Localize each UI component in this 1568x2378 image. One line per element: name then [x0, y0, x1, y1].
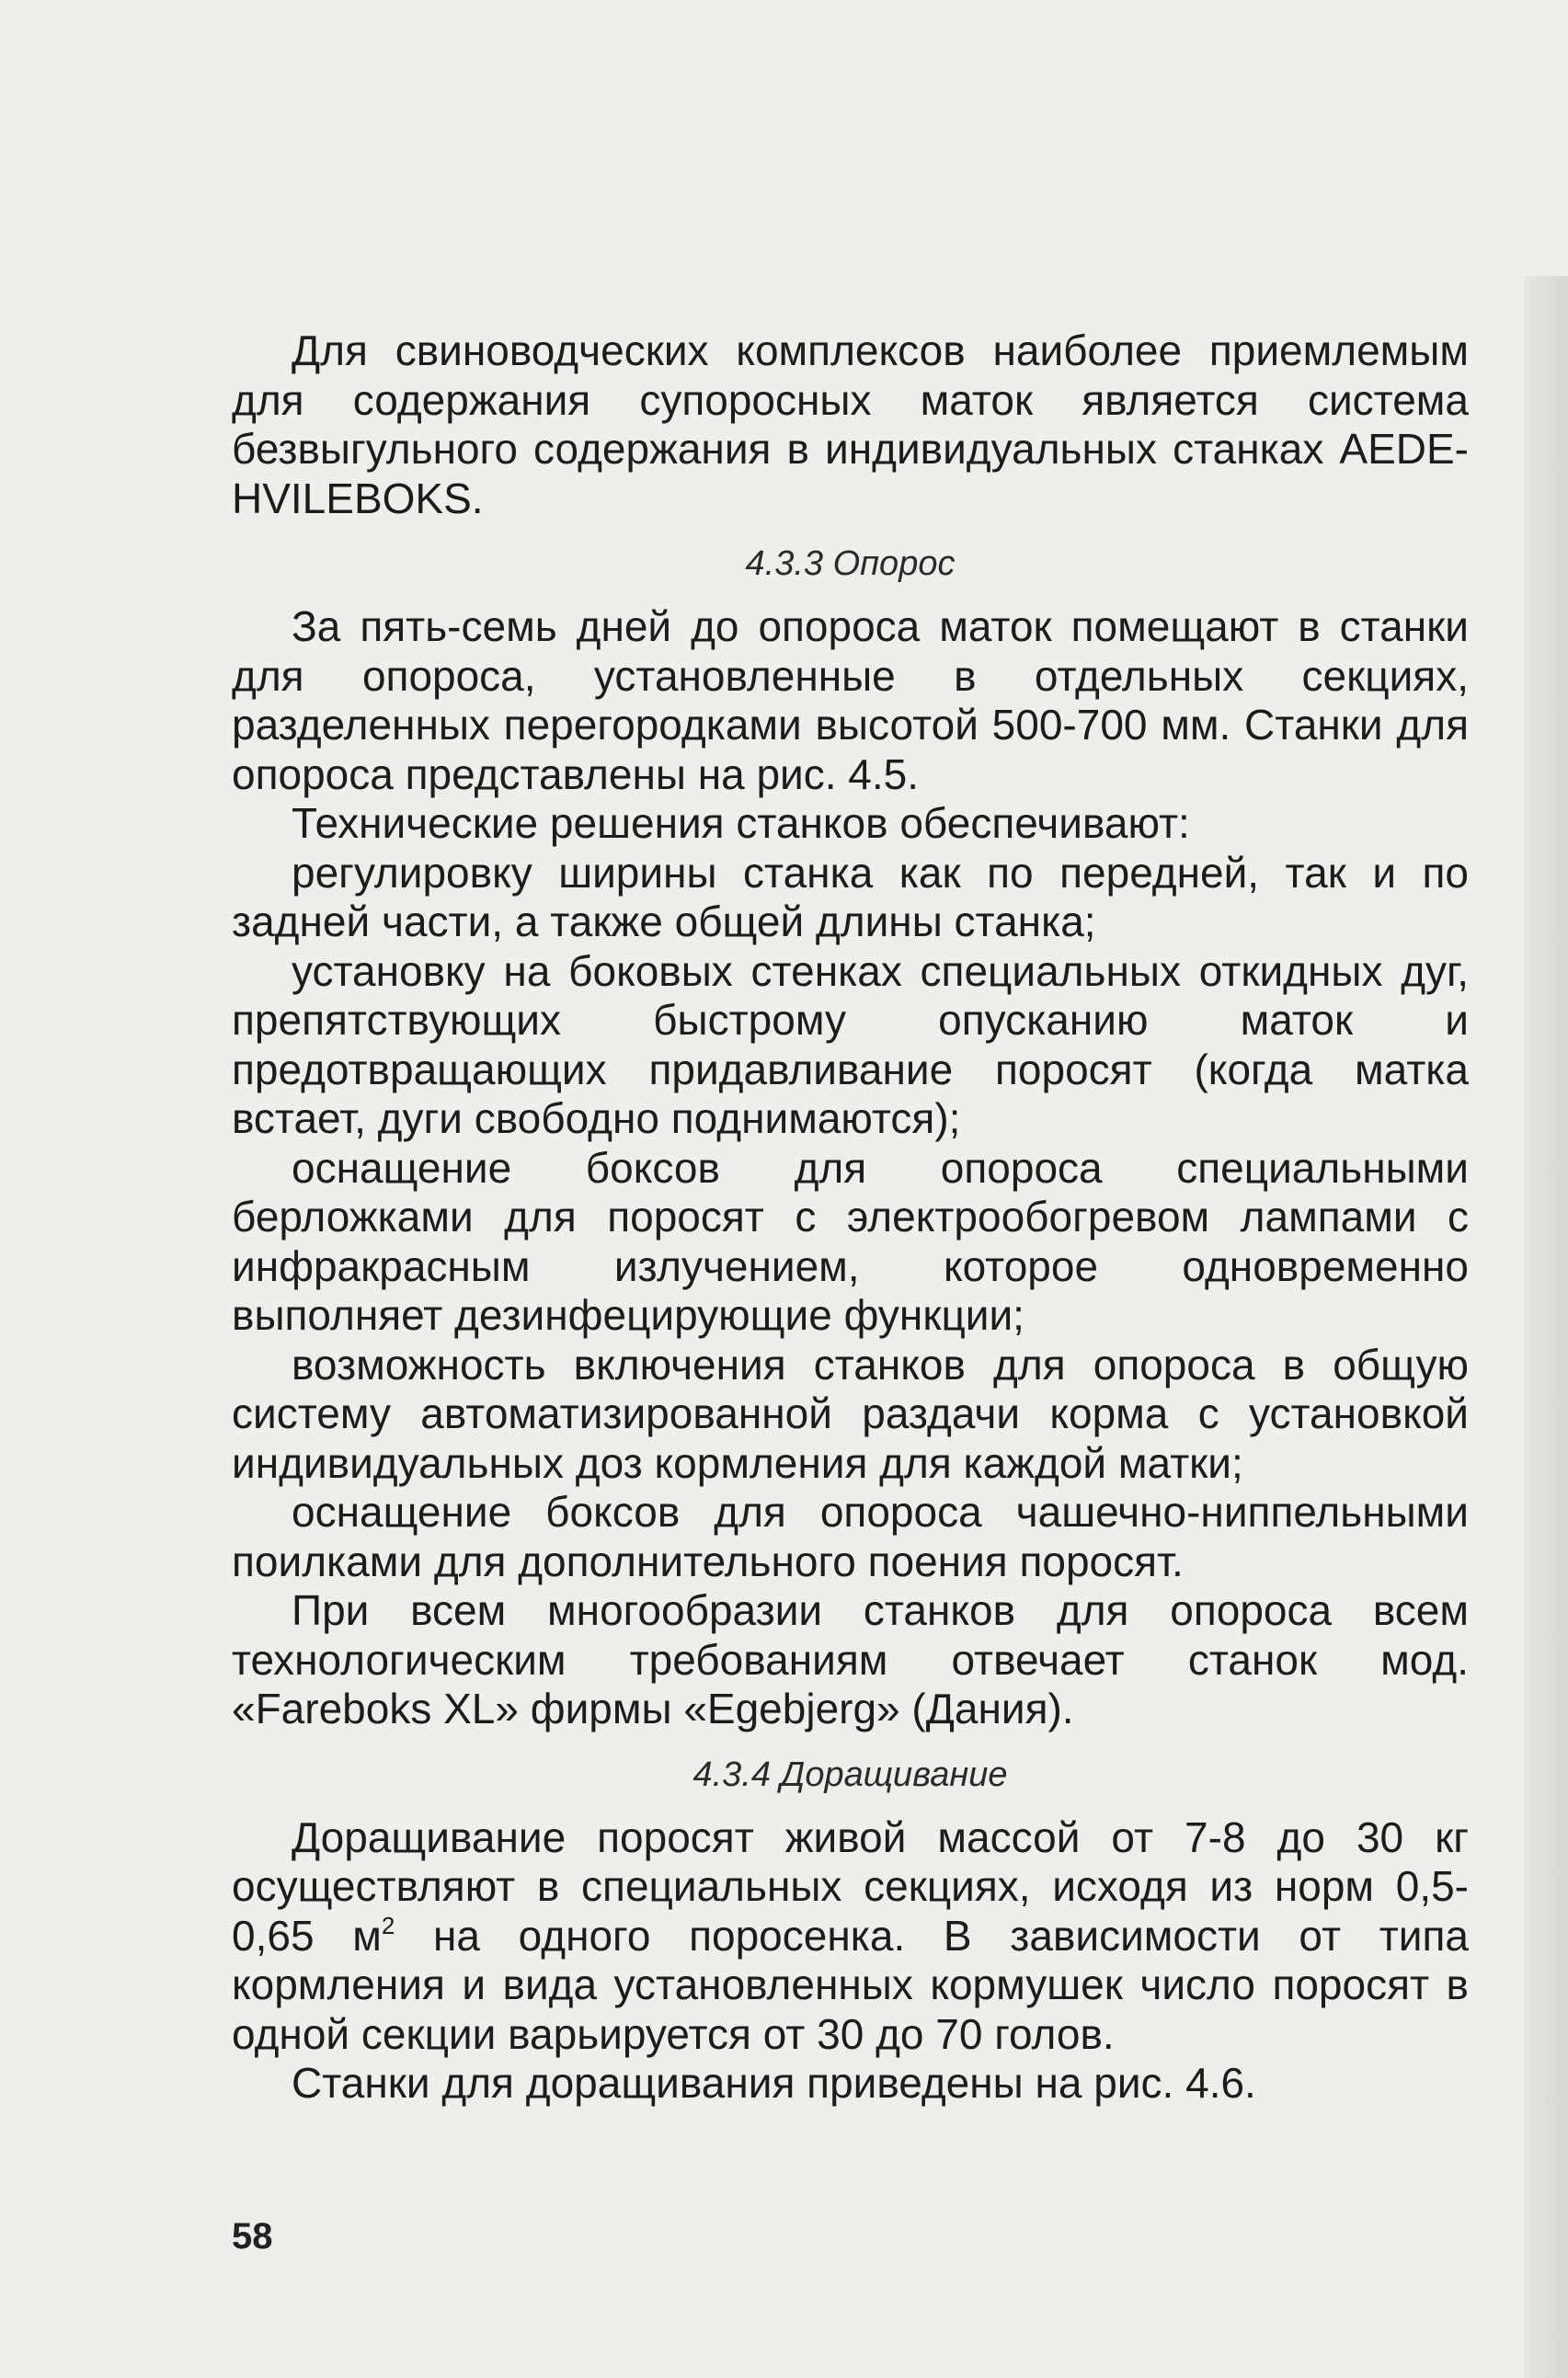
paragraph: Станки для доращивания приведены на рис. 4.6.: [292, 2059, 1256, 2107]
paragraph: Технические решения станков обеспечивают:: [292, 799, 1190, 847]
section-heading-dorashchivanie: 4.3.4 Доращивание: [692, 1755, 1008, 1794]
section-heading-opopos: 4.3.3 Опорос: [745, 544, 956, 583]
list-paragraph: оснащение боксов для опороса специальными берложками для поросят с электрообогревом лампами с инфракрасным излучением, которое одновременно выполняет дезинфецирующие функции;: [232, 1143, 1469, 1339]
page-text: [232, 326, 1469, 2109]
page-edge: [1524, 276, 1568, 2378]
paragraph-text: на одного поросенка. В зависимости от типа кормления и вида установленных кормушек число поросят в одной секции варьируется от 30 до 70 голов.: [232, 1911, 1469, 2058]
list-paragraph: оснащение боксов для опороса чашечно-ниппельными поилками для дополнительного поения поросят.: [232, 1488, 1469, 1585]
paragraph: За пять-семь дней до опороса маток помещают в станки для опороса, установленные в отдельных секциях, разделенных перегородками высотой 500-700 мм. Станки для опороса представлены на рис. 4.5.: [232, 602, 1469, 798]
list-paragraph: возможность включения станков для опороса в общую систему автоматизированной раздачи корма с установкой индивидуальных доз кормления для каждой матки;: [232, 1340, 1469, 1487]
list-paragraph: установку на боковых стенках специальных откидных дуг, препятствующих быстрому опусканию маток и предотвращающих придавливание поросят (когда матка встает, дуги свободно поднимаются);: [232, 946, 1469, 1142]
superscript: 2: [381, 1911, 395, 1939]
paragraph: При всем многообразии станков для опороса всем технологическим требованиям отвечает станок мод. «Fareboks XL» фирмы «Egebjerg» (Дания).: [232, 1586, 1469, 1732]
page-number: 58: [232, 2216, 273, 2257]
list-paragraph: регулировку ширины станка как по передней, так и по задней части, а также общей длины станка;: [232, 848, 1469, 945]
paragraph-text: Доращивание поросят живой массой от 7-8 до 30 кг осуществляют в специальных секциях, исходя из норм 0,5-0,65 м: [232, 1812, 1469, 1960]
paragraph: [232, 1813, 1469, 2060]
intro-paragraph: Для свиноводческих комплексов наиболее приемлемым для содержания супоросных маток является система безвыгульного содержания в индивидуальных станках AEDE-HVILEBOKS.: [232, 326, 1469, 522]
